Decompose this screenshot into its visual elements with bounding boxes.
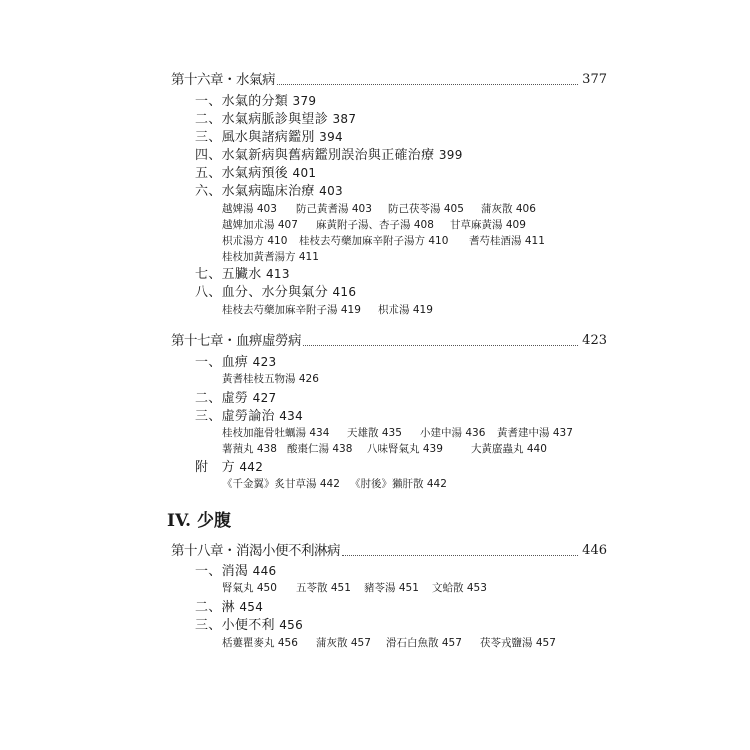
toc-entry[interactable]: [195, 284, 356, 301]
formula-entry[interactable]: 桂枝去芍藥加麻辛附子湯方 410: [299, 235, 449, 247]
chapter-18-heading[interactable]: [171, 541, 607, 559]
chapter-16-heading[interactable]: [171, 70, 607, 88]
entry-page-number: 387: [332, 112, 357, 126]
formula-entry[interactable]: 栝蔞瞿麥丸 456: [222, 637, 298, 649]
entry-title: 二、水氣病脈診與望診: [195, 112, 329, 127]
chapter-page-number: 446: [582, 543, 607, 558]
entry-page-number: 442: [239, 460, 264, 474]
entry-title: 二、虛勞: [195, 391, 249, 406]
entry-title: 八、血分、水分與氣分: [195, 285, 329, 300]
formula-entry[interactable]: 蒲灰散 406: [481, 203, 536, 215]
entry-page-number: 379: [292, 94, 317, 108]
entry-title: 一、消渴: [195, 564, 249, 579]
toc-entry[interactable]: [195, 390, 276, 407]
formula-entry[interactable]: 八味腎氣丸 439: [367, 443, 443, 455]
formula-entry[interactable]: 文蛤散 453: [432, 582, 487, 594]
formula-entry[interactable]: 枳朮湯 419: [378, 304, 433, 316]
formula-entry[interactable]: 耆芍桂酒湯 411: [469, 235, 545, 247]
formula-entry[interactable]: 防己黃耆湯 403: [296, 203, 372, 215]
entry-page-number: 403: [319, 184, 343, 198]
entry-title: 七、五臟水: [195, 267, 262, 282]
toc-entry[interactable]: [195, 459, 263, 476]
toc-entry[interactable]: [195, 165, 316, 182]
formula-entry[interactable]: 越婢湯 403: [222, 203, 277, 215]
toc-entry[interactable]: [195, 147, 463, 164]
formula-entry[interactable]: 酸棗仁湯 438: [287, 443, 353, 455]
entry-title: 二、淋: [195, 600, 235, 615]
formula-entry[interactable]: 甘草麻黃湯 409: [450, 219, 526, 231]
toc-entry[interactable]: [195, 93, 316, 110]
part-heading: IV. 少腹: [167, 511, 232, 531]
formula-entry[interactable]: 蒲灰散 457: [316, 637, 371, 649]
chapter-17-heading[interactable]: [171, 331, 607, 349]
entry-title: 三、虛勞論治: [195, 409, 275, 424]
formula-entry[interactable]: 茯苓戎鹽湯 457: [480, 637, 556, 649]
entry-page-number: 434: [279, 409, 304, 423]
entry-title: 一、水氣的分類: [195, 94, 289, 109]
formula-entry[interactable]: 小建中湯 436: [420, 427, 486, 439]
entry-page-number: 446: [252, 564, 277, 578]
formula-entry[interactable]: 滑石白魚散 457: [386, 637, 462, 649]
formula-entry[interactable]: 黃耆桂枝五物湯 426: [222, 373, 319, 385]
formula-entry[interactable]: 越婢加朮湯 407: [222, 219, 298, 231]
formula-entry[interactable]: 黃耆建中湯 437: [497, 427, 573, 439]
chapter-title: 第十六章・水氣病: [171, 72, 275, 88]
formula-entry[interactable]: 桂枝加黃耆湯方 411: [222, 251, 319, 263]
entry-title: 四、水氣新病與舊病鑑別誤治與正確治療: [195, 148, 435, 163]
entry-page-number: 423: [252, 355, 277, 369]
entry-title: 三、風水與諸病鑑別: [195, 130, 315, 145]
entry-page-number: 454: [239, 600, 264, 614]
chapter-title: 第十八章・消渴小便不利淋病: [171, 543, 340, 559]
formula-entry[interactable]: 腎氣丸 450: [222, 582, 277, 594]
formula-entry[interactable]: 豬苓湯 451: [364, 582, 419, 594]
chapter-title: 第十七章・血痹虛勞病: [171, 333, 301, 349]
toc-entry[interactable]: [195, 266, 290, 283]
chapter-page-number: 423: [582, 333, 607, 348]
chapter-page-number: 377: [582, 72, 607, 87]
toc-entry[interactable]: [195, 354, 276, 371]
dot-leader: [342, 554, 578, 556]
entry-page-number: 427: [252, 391, 277, 405]
formula-entry[interactable]: 枳朮湯方 410: [222, 235, 288, 247]
toc-entry[interactable]: [195, 129, 343, 146]
formula-entry[interactable]: 天雄散 435: [347, 427, 402, 439]
toc-entry[interactable]: [195, 408, 303, 425]
entry-page-number: 401: [292, 166, 317, 180]
entry-page-number: 456: [279, 618, 304, 632]
formula-entry[interactable]: 大黃䗪蟲丸 440: [471, 443, 547, 455]
formula-entry[interactable]: 桂枝去芍藥加麻辛附子湯 419: [222, 304, 361, 316]
entry-page-number: 399: [438, 148, 463, 162]
formula-entry[interactable]: 《千金翼》炙甘草湯 442: [222, 478, 340, 490]
formula-entry[interactable]: 《肘後》獺肝散 442: [350, 478, 447, 490]
entry-page-number: 413: [265, 267, 290, 281]
formula-entry[interactable]: 五苓散 451: [296, 582, 351, 594]
dot-leader: [277, 83, 578, 85]
toc-entry[interactable]: [195, 183, 343, 200]
formula-entry[interactable]: 防己茯苓湯 405: [388, 203, 464, 215]
entry-title: 一、血痹: [195, 355, 249, 370]
entry-title: 六、水氣病臨床治療: [195, 184, 315, 199]
toc-entry[interactable]: [195, 111, 356, 128]
dot-leader: [303, 344, 578, 346]
formula-entry[interactable]: 薯蕷丸 438: [222, 443, 277, 455]
toc-entry[interactable]: [195, 599, 263, 616]
entry-page-number: 394: [319, 130, 343, 144]
entry-title: 三、小便不利: [195, 618, 275, 633]
formula-entry[interactable]: 麻黃附子湯、杏子湯 408: [316, 219, 434, 231]
formula-entry[interactable]: 桂枝加龍骨牡蠣湯 434: [222, 427, 330, 439]
entry-title: 附 方: [195, 460, 235, 475]
toc-entry[interactable]: [195, 563, 276, 580]
entry-page-number: 416: [332, 285, 357, 299]
entry-title: 五、水氣病預後: [195, 166, 289, 181]
toc-entry[interactable]: [195, 617, 303, 634]
